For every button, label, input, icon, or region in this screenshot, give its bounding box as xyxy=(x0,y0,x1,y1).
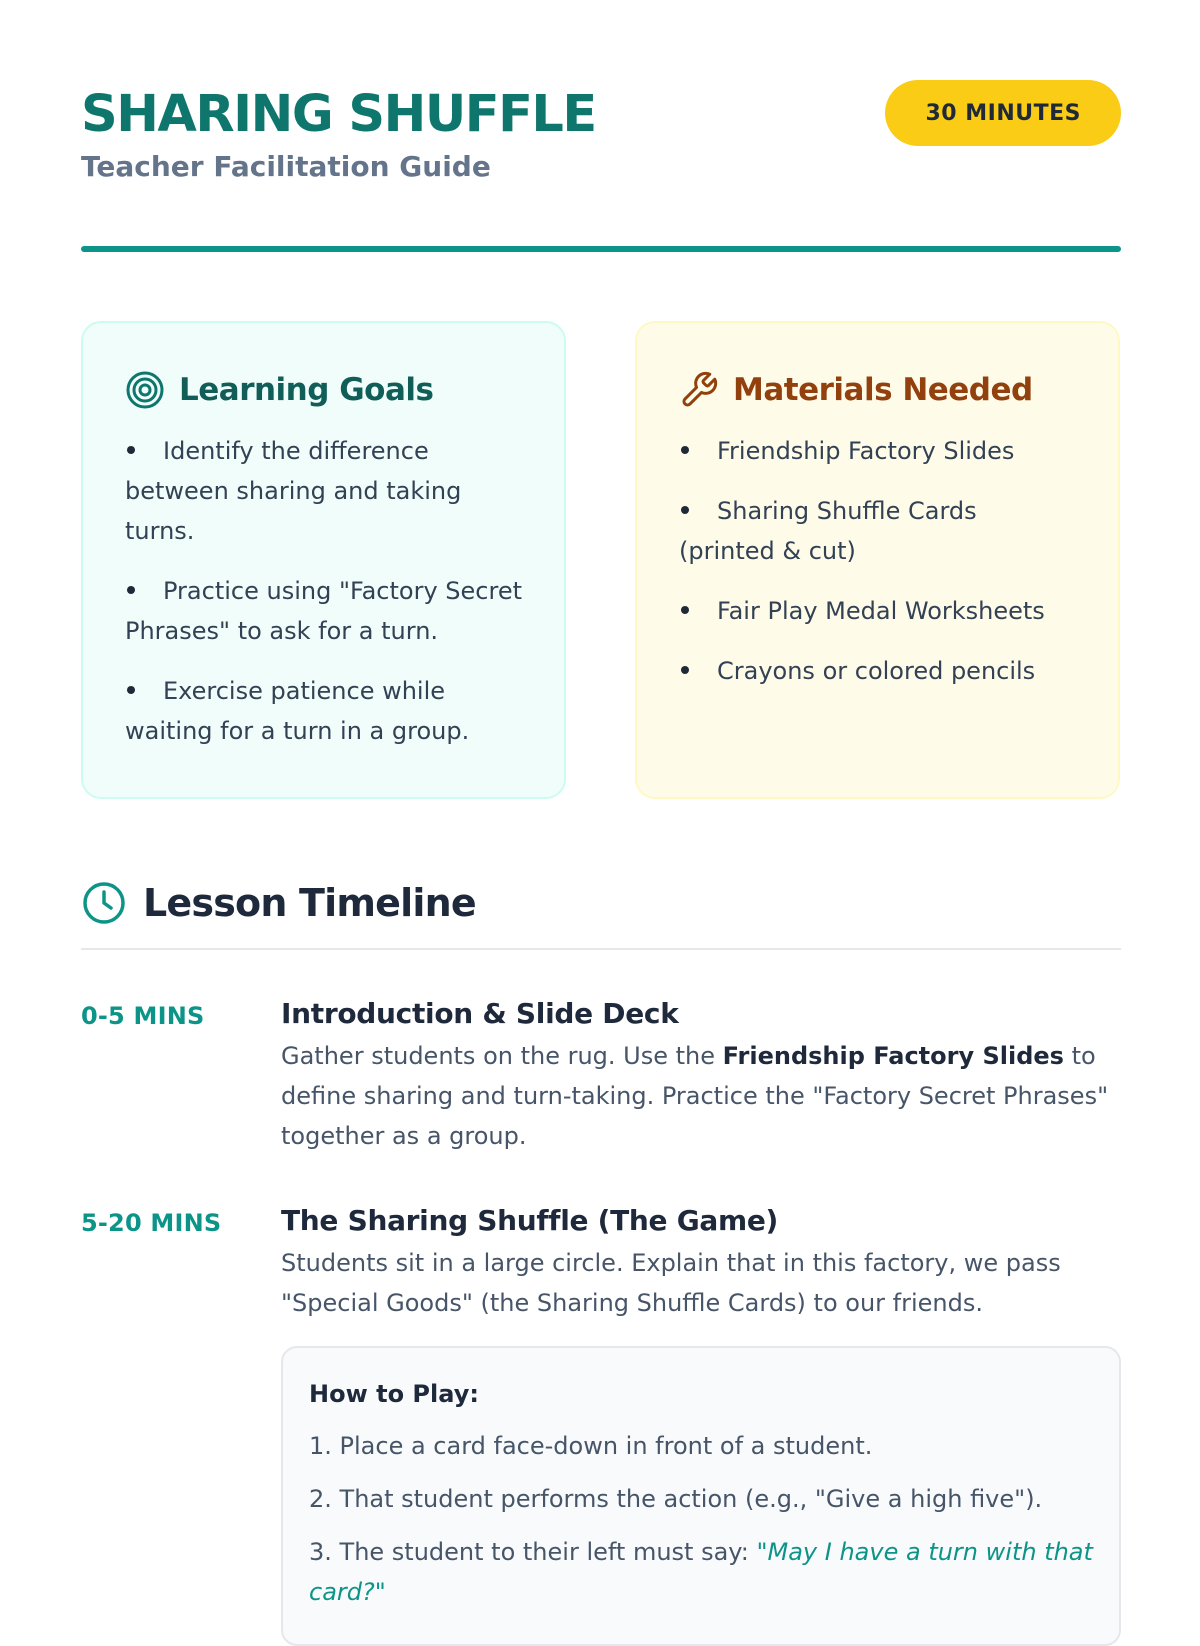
step-body xyxy=(281,994,1121,1156)
wrench-icon xyxy=(679,370,719,410)
materials-card xyxy=(635,321,1120,799)
secret-phrase-quote: "May I have a turn with that card?" xyxy=(309,1538,1093,1606)
how-to-play-list xyxy=(309,1426,1093,1612)
page-subtitle: Teacher Facilitation Guide xyxy=(81,150,491,183)
step-title: Introduction & Slide Deck xyxy=(281,997,679,1030)
list-item: Identify the difference between sharing and taking turns. xyxy=(125,431,524,551)
list-item-text: 3. The student to their left must say: xyxy=(309,1538,757,1566)
materials-list xyxy=(679,431,1078,691)
list-item: Exercise patience while waiting for a turn in a group. xyxy=(125,671,524,751)
step-description-text: to define sharing and turn-taking. Practice the "Factory Secret Phrases" together as a group. xyxy=(281,1042,1109,1150)
list-item: Fair Play Medal Worksheets xyxy=(679,591,1078,631)
clock-icon xyxy=(81,880,127,926)
page-header xyxy=(81,80,1121,183)
list-item: Friendship Factory Slides xyxy=(679,431,1078,471)
learning-goals-card xyxy=(81,321,566,799)
materials-header xyxy=(679,367,1078,413)
list-item: 2. That student performs the action (e.g., "Give a high five"). xyxy=(309,1485,1043,1513)
header-divider xyxy=(81,246,1121,252)
list-item: Crayons or colored pencils xyxy=(679,651,1078,691)
list-item: Sharing Shuffle Cards (printed & cut) xyxy=(679,491,1078,571)
learning-goals-list xyxy=(125,431,524,751)
list-item: 1. Place a card face-down in front of a student. xyxy=(309,1432,873,1460)
learning-goals-header xyxy=(125,367,524,413)
step-description: Students sit in a large circle. Explain that in this factory, we pass "Special Goods" (the Sharing Shuffle Cards) to our friends. xyxy=(281,1249,1061,1317)
materials-title: Materials Needed xyxy=(733,372,1033,408)
page-title: SHARING SHUFFLE xyxy=(81,85,596,144)
lesson-timeline-header xyxy=(81,880,476,926)
step-time: 5-20 MINS xyxy=(81,1209,222,1237)
section-divider xyxy=(81,948,1121,950)
step-description xyxy=(281,1036,1121,1156)
step-title: The Sharing Shuffle (The Game) xyxy=(281,1204,779,1237)
list-item: Practice using "Factory Secret Phrases" to ask for a turn. xyxy=(125,571,524,651)
step-description-bold: Friendship Factory Slides xyxy=(722,1042,1064,1070)
learning-goals-title: Learning Goals xyxy=(179,372,434,408)
how-to-play-box xyxy=(281,1346,1121,1646)
duration-badge: 30 MINUTES xyxy=(885,80,1121,146)
step-body xyxy=(281,1201,1121,1323)
target-icon xyxy=(125,370,165,410)
lesson-timeline-title: Lesson Timeline xyxy=(143,881,476,925)
how-to-play-title: How to Play: xyxy=(309,1380,479,1408)
step-description-text: Gather students on the rug. Use the xyxy=(281,1042,723,1070)
step-time: 0-5 MINS xyxy=(81,1002,205,1030)
list-item xyxy=(309,1532,1093,1612)
